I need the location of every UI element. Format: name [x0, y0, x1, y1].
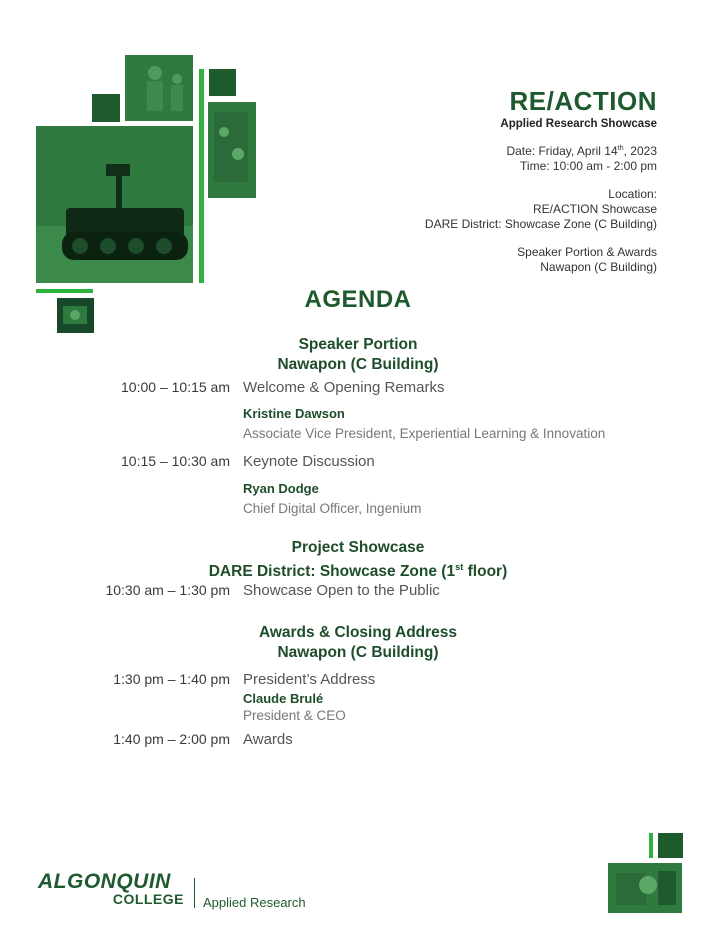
logo-wordmark: ALGONQUIN: [38, 870, 171, 893]
section-showcase-heading: Project Showcase: [291, 539, 425, 556]
agenda-title: AGENDA: [304, 286, 412, 313]
speaker-location-line-1: Speaker Portion & Awards: [517, 245, 657, 259]
speaker-location-line-2: Nawapon (C Building): [540, 260, 657, 274]
agenda-item-title: Awards: [243, 731, 293, 748]
section-showcase-location: DARE District: Showcase Zone (1st floor): [208, 562, 508, 581]
agenda-speaker-role: President & CEO: [243, 708, 346, 723]
section-awards-heading: Awards & Closing Address: [258, 624, 458, 641]
agenda-time: 1:40 pm – 2:00 pm: [113, 731, 230, 747]
photo-tile-top: [125, 55, 193, 121]
photo-tile-small-left: [92, 94, 120, 122]
agenda-speaker-name: Ryan Dodge: [243, 481, 319, 496]
location-line-2: DARE District: Showcase Zone (C Building): [424, 217, 657, 231]
photo-tile-right: [208, 102, 256, 198]
section-speaker-heading: Speaker Portion: [298, 336, 418, 353]
agenda-speaker-name: Kristine Dawson: [243, 406, 345, 421]
agenda-time: 1:30 pm – 1:40 pm: [113, 671, 230, 687]
accent-bar-vertical-top: [199, 69, 204, 283]
agenda-item-title: President’s Address: [243, 671, 376, 688]
agenda-speaker-role: Associate Vice President, Experiential Learning & Innovation: [243, 426, 606, 441]
event-time: Time: 10:00 am - 2:00 pm: [520, 159, 657, 173]
logo-divider: [194, 878, 195, 908]
accent-bar-vertical-bottom: [649, 833, 653, 858]
agenda-speaker-role: Chief Digital Officer, Ingenium: [243, 501, 422, 516]
photo-tile-bottom-right-small: [658, 833, 683, 858]
circuit-photo-icon: [208, 102, 256, 198]
photo-tile-small-right: [209, 69, 236, 96]
robot-photo: [36, 126, 193, 283]
event-subtitle: Applied Research Showcase: [500, 118, 657, 130]
photo-tile-bottom-right: [608, 863, 682, 913]
event-info: [425, 86, 657, 275]
logo-division: Applied Research: [203, 895, 306, 910]
machine-photo-icon: [608, 863, 682, 913]
section-awards-location: Nawapon (C Building): [277, 644, 439, 661]
location-line-1: RE/ACTION Showcase: [532, 202, 657, 216]
agenda-item-title: Showcase Open to the Public: [243, 582, 440, 599]
agenda-time: 10:30 am – 1:30 pm: [105, 582, 230, 598]
logo-college: COLLEGE: [112, 891, 184, 907]
college-logo: [38, 872, 184, 906]
agenda-item-title: Welcome & Opening Remarks: [243, 379, 445, 396]
section-speaker-location: Nawapon (C Building): [277, 356, 439, 373]
agenda-time: 10:00 – 10:15 am: [121, 379, 230, 395]
people-photo-icon: [125, 55, 193, 121]
location-label: Location:: [608, 187, 657, 201]
agenda-item-title: Keynote Discussion: [243, 453, 375, 470]
event-date: Date: Friday, April 14th, 2023: [506, 143, 657, 158]
robot-icon: [36, 126, 193, 283]
agenda-speaker-name: Claude Brulé: [243, 691, 324, 706]
event-title: RE/ACTION: [509, 86, 657, 116]
agenda-time: 10:15 – 10:30 am: [121, 453, 230, 469]
